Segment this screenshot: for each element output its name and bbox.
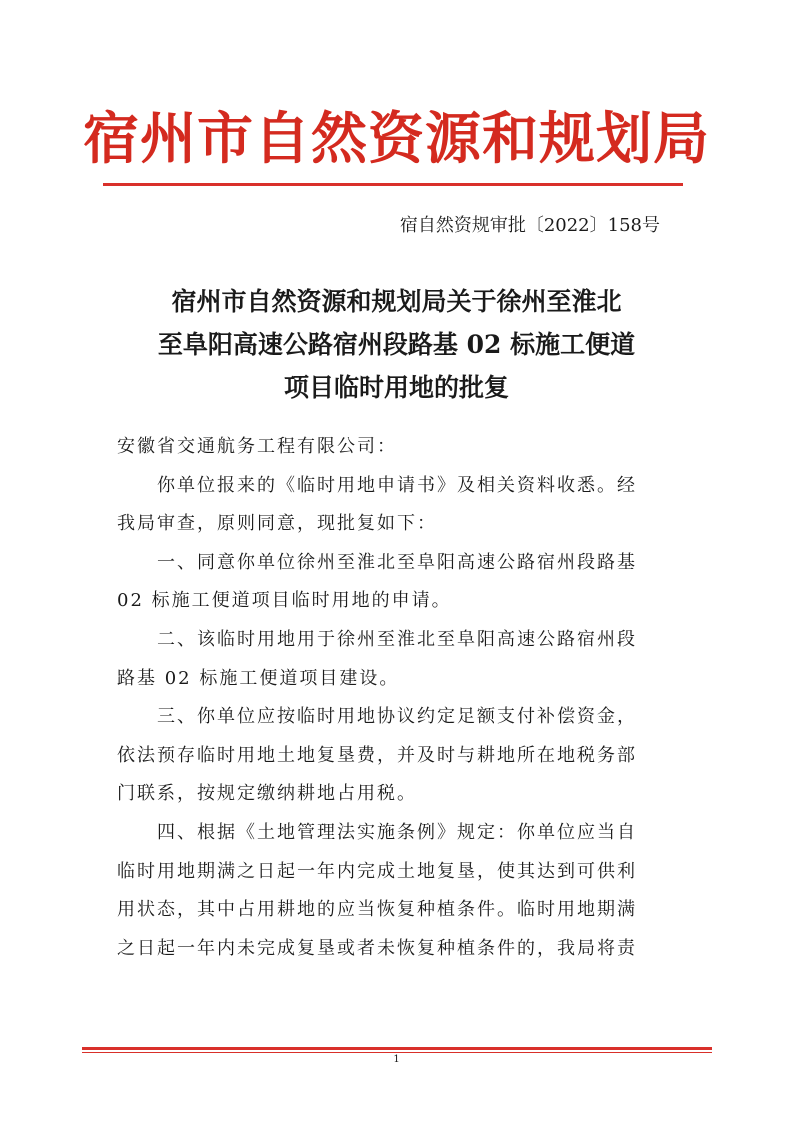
document-title-line-1: 宿州市自然资源和规划局关于徐州至淮北 xyxy=(171,287,622,316)
body-line: 02 标施工便道项目临时用地的申请。 xyxy=(117,590,452,612)
footer-red-rule-thin xyxy=(82,1052,712,1053)
body-line: 用状态，其中占用耕地的应当恢复种植条件。临时用地期满 xyxy=(117,899,637,921)
document-title xyxy=(100,280,693,409)
body-line: 二、该临时用地用于徐州至淮北至阜阳高速公路宿州段 xyxy=(117,628,637,650)
body-line: 路基 02 标施工便道项目建设。 xyxy=(117,667,400,689)
body-line: 三、你单位应按临时用地协议约定足额支付补偿资金， xyxy=(117,706,637,728)
body-line: 你单位报来的《临时用地申请书》及相关资料收悉。经 xyxy=(117,474,637,496)
body-line: 我局审查，原则同意，现批复如下： xyxy=(117,513,437,535)
document-title-line-3: 项目临时用地的批复 xyxy=(283,373,509,402)
body-line: 一、同意你单位徐州至淮北至阜阳高速公路宿州段路基 xyxy=(117,551,637,573)
footer-red-rule xyxy=(82,1047,712,1050)
body-line: 四、根据《土地管理法实施条例》规定：你单位应当自 xyxy=(117,821,637,843)
body-line: 之日起一年内未完成复垦或者未恢复种植条件的，我局将责 xyxy=(117,937,637,959)
document-number: 宿自然资规审批〔2022〕158号 xyxy=(399,215,660,236)
issuing-authority-title: 宿州市自然资源和规划局 xyxy=(83,106,710,172)
body-line: 门联系，按规定缴纳耕地占用税。 xyxy=(117,783,417,805)
body-line: 依法预存临时用地土地复垦费，并及时与耕地所在地税务部 xyxy=(117,744,637,766)
addressee: 安徽省交通航务工程有限公司： xyxy=(117,436,397,457)
body-line: 临时用地期满之日起一年内完成土地复垦，使其达到可供利 xyxy=(117,860,637,882)
header-red-rule xyxy=(103,183,683,186)
document-title-line-2: 至阜阳高速公路宿州段路基 02 标施工便道 xyxy=(157,330,636,359)
document-body xyxy=(117,428,667,968)
page-number: 1 xyxy=(393,1054,400,1065)
